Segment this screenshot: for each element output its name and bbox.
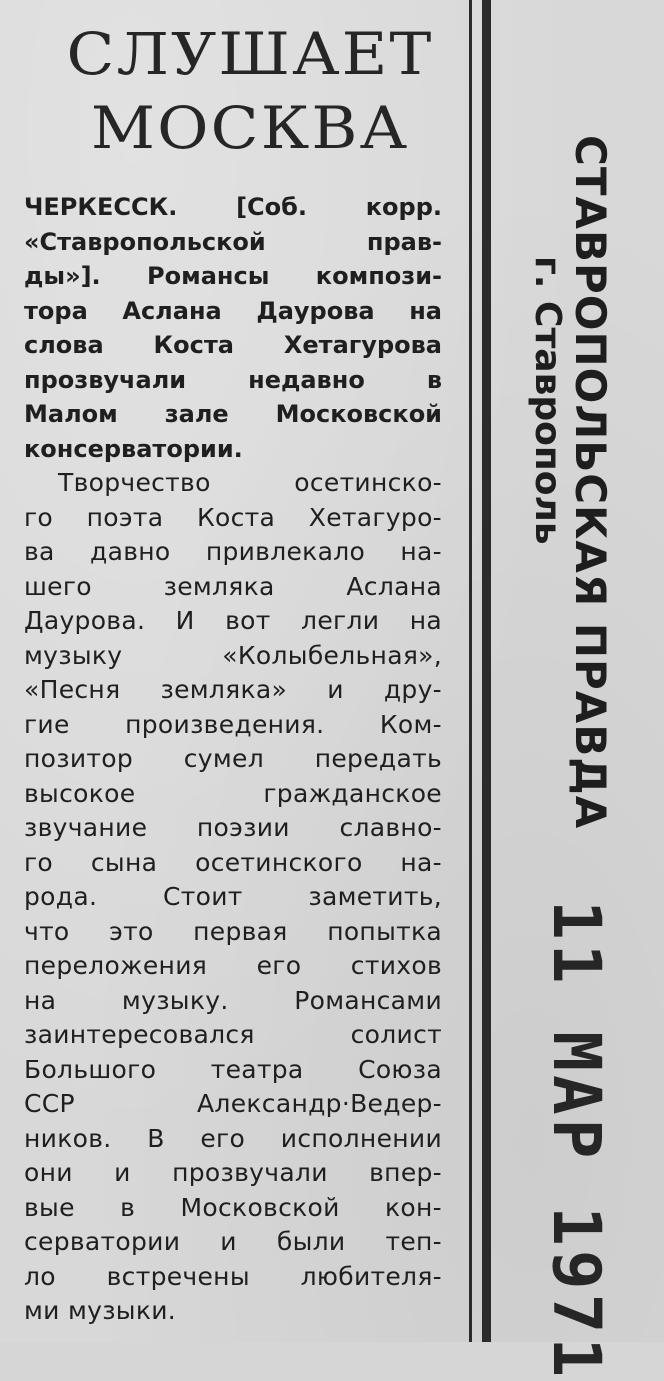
body-line: «Песня земляка» и дру-	[24, 675, 442, 704]
lead-line: прозвучали недавно в	[24, 365, 442, 394]
body-line: гие произведения. Ком-	[24, 709, 442, 739]
lead-line: «Ставропольской прав-	[24, 227, 442, 256]
body-line: Большого театра Союза	[24, 1054, 442, 1084]
headline-line-2: МОСКВА	[90, 94, 410, 162]
lead-line: ЧЕРКЕССК. [Соб. корр.	[24, 193, 442, 221]
article-paragraph	[24, 466, 442, 1329]
lead-line: Малом зале Московской	[24, 400, 442, 428]
body-line: Даурова. И вот легли на	[24, 606, 442, 635]
body-line: они и прозвучали впер-	[24, 1158, 442, 1187]
body-line: на музыку. Романсами	[24, 985, 442, 1015]
column-divider	[469, 0, 472, 1342]
body-line: ва давно привлекало на-	[24, 537, 442, 566]
body-line: Творчество осетинско-	[58, 468, 442, 497]
lead-line: консерватории.	[24, 434, 243, 463]
headline-line-1: СЛУШАЕТ	[66, 20, 434, 88]
body-line: заинтересовался солист	[24, 1020, 442, 1049]
body-line: вые в Московской кон-	[24, 1192, 442, 1222]
body-line: высокое гражданское	[24, 778, 442, 808]
article-body	[24, 190, 442, 1329]
body-line: рода. Стоит заметить,	[24, 882, 442, 911]
lead-line: ды»]. Романсы компози-	[24, 262, 442, 290]
stamp-newspaper-name: СТАВРОПОЛЬСКАЯ ПРАВДА	[566, 135, 615, 830]
body-line: го сына осетинского на-	[24, 847, 442, 877]
body-line: шего земляка Аслана	[24, 571, 442, 601]
column-divider-thick	[482, 0, 491, 1342]
body-line: ССР Александр·Ведер-	[24, 1089, 442, 1118]
lead-line: слова Коста Хетагурова	[24, 331, 442, 359]
body-line: позитор сумел передать	[24, 744, 442, 773]
stamp-date: 11 МАР 1971	[538, 900, 615, 1381]
body-line: переложения его стихов	[24, 951, 442, 980]
body-line: музыку «Колыбельная»,	[24, 640, 442, 670]
body-line: ло встречены любителя-	[24, 1261, 442, 1291]
body-line: звучание поэзии славно-	[24, 813, 442, 842]
stamp-city: г. Ставрополь	[527, 256, 568, 545]
lead-line: тора Аслана Даурова на	[24, 296, 442, 325]
body-line: ми музыки.	[24, 1296, 177, 1325]
body-line: ников. В его исполнении	[24, 1123, 442, 1153]
body-line: го поэта Коста Хетагуро-	[24, 502, 442, 532]
article-lead	[24, 190, 442, 466]
body-line: серватории и были теп-	[24, 1227, 442, 1256]
body-line: что это первая попытка	[24, 916, 442, 946]
